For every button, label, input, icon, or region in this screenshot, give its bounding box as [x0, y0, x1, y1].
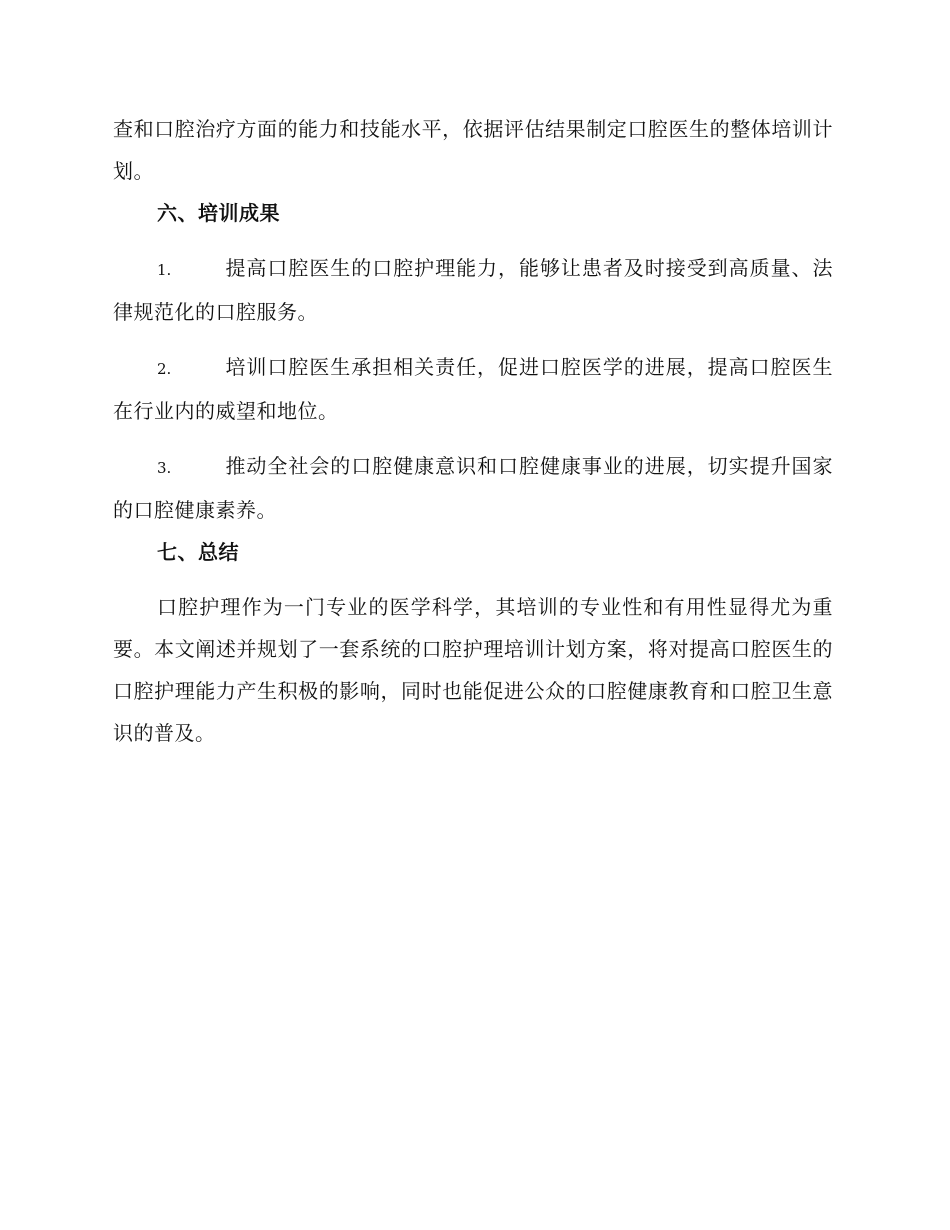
list-item [113, 346, 833, 432]
document-page [113, 108, 833, 754]
list-item-number: 1. [157, 261, 172, 279]
list-item-text: 推动全社会的口腔健康意识和口腔健康事业的进展，切实提升国家的口腔健康素养。 [113, 454, 833, 522]
list-item [113, 247, 833, 333]
list-item-text: 提高口腔医生的口腔护理能力，能够让患者及时接受到高质量、法律规范化的口腔服务。 [113, 256, 833, 324]
continuation-paragraph: 查和口腔治疗方面的能力和技能水平，依据评估结果制定口腔医生的整体培训计划。 [113, 117, 833, 183]
list-item-number: 2. [157, 360, 172, 378]
summary-paragraph: 口腔护理作为一门专业的医学科学，其培训的专业性和有用性显得尤为重要。本文阐述并规划了一套系统的口腔护理培训计划方案，将对提高口腔医生的口腔护理能力产生积极的影响，同时也能促进公众的口腔健康教育和口腔卫生意识的普及。 [113, 595, 833, 745]
section-heading-summary: 七、总结 [157, 540, 239, 564]
list-item-text: 培训口腔医生承担相关责任，促进口腔医学的进展，提高口腔医生在行业内的威望和地位。 [113, 355, 833, 423]
list-item-number: 3. [157, 459, 172, 477]
list-item [113, 445, 833, 531]
section-heading-training-results: 六、培训成果 [157, 201, 280, 225]
